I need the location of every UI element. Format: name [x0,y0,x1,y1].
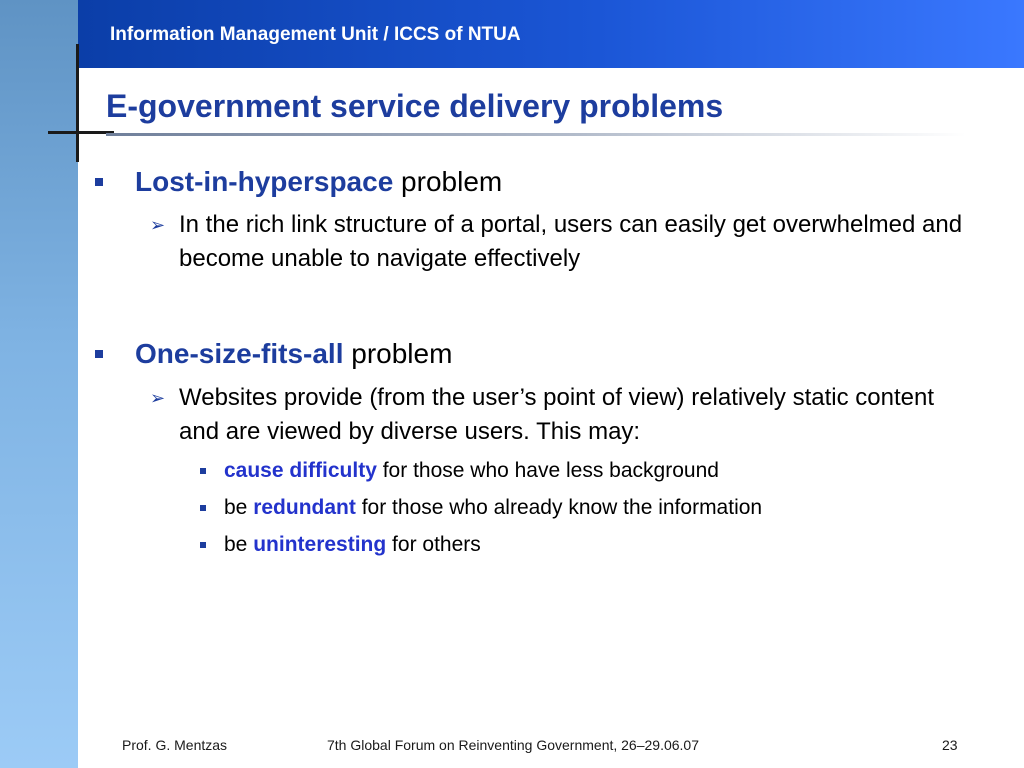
bullet-highlight: One-size-fits-all [135,338,344,369]
arrow-bullet-icon: ➢ [150,215,166,235]
header-text: Information Management Unit / ICCS of NTUA [110,24,521,45]
small-square-bullet-icon [200,468,206,474]
footer-event: 7th Global Forum on Reinventing Government, 26–29.06.07 [327,737,700,753]
emphasis-text: uninteresting [253,533,387,556]
footer-page-number: 23 [942,737,958,753]
emphasis-text: cause difficulty [224,459,377,482]
third-level-text: cause difficulty for those who have less background [224,459,719,482]
slide-title: E-government service delivery problems [106,88,724,124]
sub-bullet-text: Websites provide (from the user’s point of view) relatively static content and are viewed by diverse users. This may: [179,384,934,445]
third-level-text: be uninteresting for others [224,533,481,556]
sub-bullet-text: In the rich link structure of a portal, users can easily get overwhelmed and become unable to navigate effectively [179,211,963,272]
third-level-text: be redundant for those who already know the information [224,496,763,519]
square-bullet-icon [95,350,103,358]
small-square-bullet-icon [200,505,206,511]
bullet-rest: problem [393,166,503,197]
bullet-rest: problem [343,338,453,369]
bullet-text [135,337,452,371]
emphasis-text: redundant [253,496,356,519]
small-square-bullet-icon [200,542,206,548]
square-bullet-icon [95,178,103,186]
bullet-text [135,165,502,199]
bullet-highlight: Lost-in-hyperspace [135,166,394,197]
footer-author: Prof. G. Mentzas [122,737,228,753]
arrow-bullet-icon: ➢ [150,388,166,408]
